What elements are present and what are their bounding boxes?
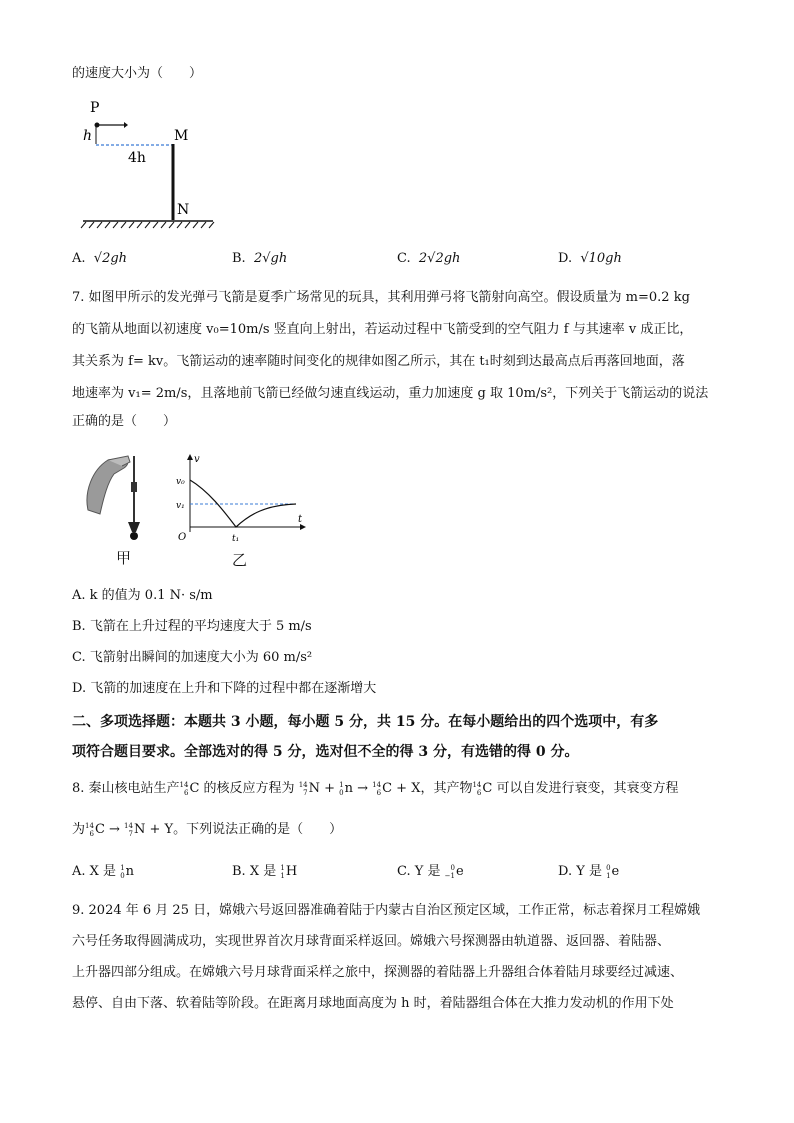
q8-option-c[interactable]: C. Y 是 0 −1 e (397, 863, 464, 880)
t1-label: t₁ (232, 534, 240, 544)
q7-option-d[interactable]: D. 飞箭的加速度在上升和下降的过程中都在逐渐增大 (72, 681, 377, 696)
point-n-label: N (177, 202, 190, 218)
section2-line-1: 二、多项选择题：本题共 3 小题，每小题 5 分，共 15 分。在每小题给出的四个选项中，有多 (72, 714, 659, 730)
q8-option-d[interactable]: D. Y 是 0 1 e (558, 863, 620, 880)
v-axis-arrow-icon (187, 454, 193, 460)
ground-hatch (81, 222, 214, 228)
q7-option-c[interactable]: C. 飞箭射出瞬间的加速度大小为 60 m/s² (72, 650, 313, 665)
point-p-label: P (90, 100, 100, 116)
q9-line-2: 六号任务取得圆满成功，实现世界首次月球背面采样返回。嫦娥六号探测器由轨道器、返回器、着陆器、 (72, 934, 671, 949)
h-label: h (83, 128, 93, 144)
t-label: t (298, 514, 303, 525)
q9-line-1: 9. 2024 年 6 月 25 日，嫦娥六号返回器准确着陆于内蒙古自治区预定区域，工作正常，标志着探月工程嫦娥 (72, 903, 701, 918)
q6-option-a[interactable]: A. √2gh (72, 251, 128, 266)
q8-line-2: 为 14 6 C → 14 7 N + Y。下列说法正确的是（ ） (72, 821, 343, 838)
v1-label: v₁ (176, 501, 185, 511)
q6-option-b[interactable]: B. 2√gh (232, 251, 288, 266)
arrow-head-icon (124, 122, 128, 128)
q7-option-a[interactable]: A. k 的值为 0.1 N· s/m (72, 588, 213, 603)
q7-line-2: 的飞箭从地面以初速度 v₀=10m/s 竖直向上射出，若运动过程中飞箭受到的空气阻力 f 与其速率 v 成正比， (72, 322, 693, 337)
q7-line-4: 地速率为 v₁= 2m/s，且落地前飞箭已经做匀速直线运动，重力加速度 g 取 10m/s²，下列关于飞箭运动的说法 (72, 386, 709, 401)
q6-tail: 的速度大小为（ ） (72, 66, 203, 81)
q6-option-d[interactable]: D. √10gh (558, 251, 622, 266)
v0-label: v₀ (176, 477, 185, 487)
fig-yi-caption: 乙 (232, 551, 248, 569)
dist-label: 4h (128, 150, 146, 166)
q6-option-c[interactable]: C. 2√2gh (397, 251, 461, 266)
point-m-label: M (174, 128, 189, 144)
q8-option-a[interactable]: A. X 是 1 0 n (72, 863, 135, 880)
q9-line-3: 上升器四部分组成。在嫦娥六号月球背面采样之旅中，探测器的着陆器上升器组合体着陆月球要经过减速、 (72, 965, 684, 980)
q7-line-3: 其关系为 f= kv。飞箭运动的速率随时间变化的规律如图乙所示，其在 t₁时刻到达最高点后再落回地面，落 (72, 354, 685, 369)
section2-line-2: 项符合题目要求。全部选对的得 5 分，选对但不全的得 3 分，有选错的得 0 分。 (72, 744, 579, 760)
q7-line-1: 7. 如图甲所示的发光弹弓飞箭是夏季广场常见的玩具，其利用弹弓将飞箭射向高空。假设质量为 m=0.2 kg (72, 290, 690, 305)
q8-line-1: 8. 秦山核电站生产 14 6 C 的核反应方程为 14 7 N + 1 0 n → 14 6 C + X，其产物 14 6 C 可以自发进行衰变，其衰变方程 (72, 780, 679, 797)
q6-figure (78, 94, 228, 234)
q7-line-5: 正确的是（ ） (72, 414, 177, 429)
v-label: v (194, 454, 200, 465)
fig-jia-image (78, 452, 158, 542)
q9-line-4: 悬停、自由下落、软着陆等阶段。在距离月球地面高度为 h 时，着陆器组合体在大推力发动机的作用下处 (72, 996, 674, 1011)
q7-option-b[interactable]: B. 飞箭在上升过程的平均速度大于 5 m/s (72, 619, 312, 634)
q8-option-b[interactable]: B. X 是 1 1 H (232, 863, 298, 880)
fig-yi-graph (170, 452, 320, 544)
fig-jia-caption: 甲 (116, 549, 132, 567)
origin-label: O (178, 532, 187, 543)
